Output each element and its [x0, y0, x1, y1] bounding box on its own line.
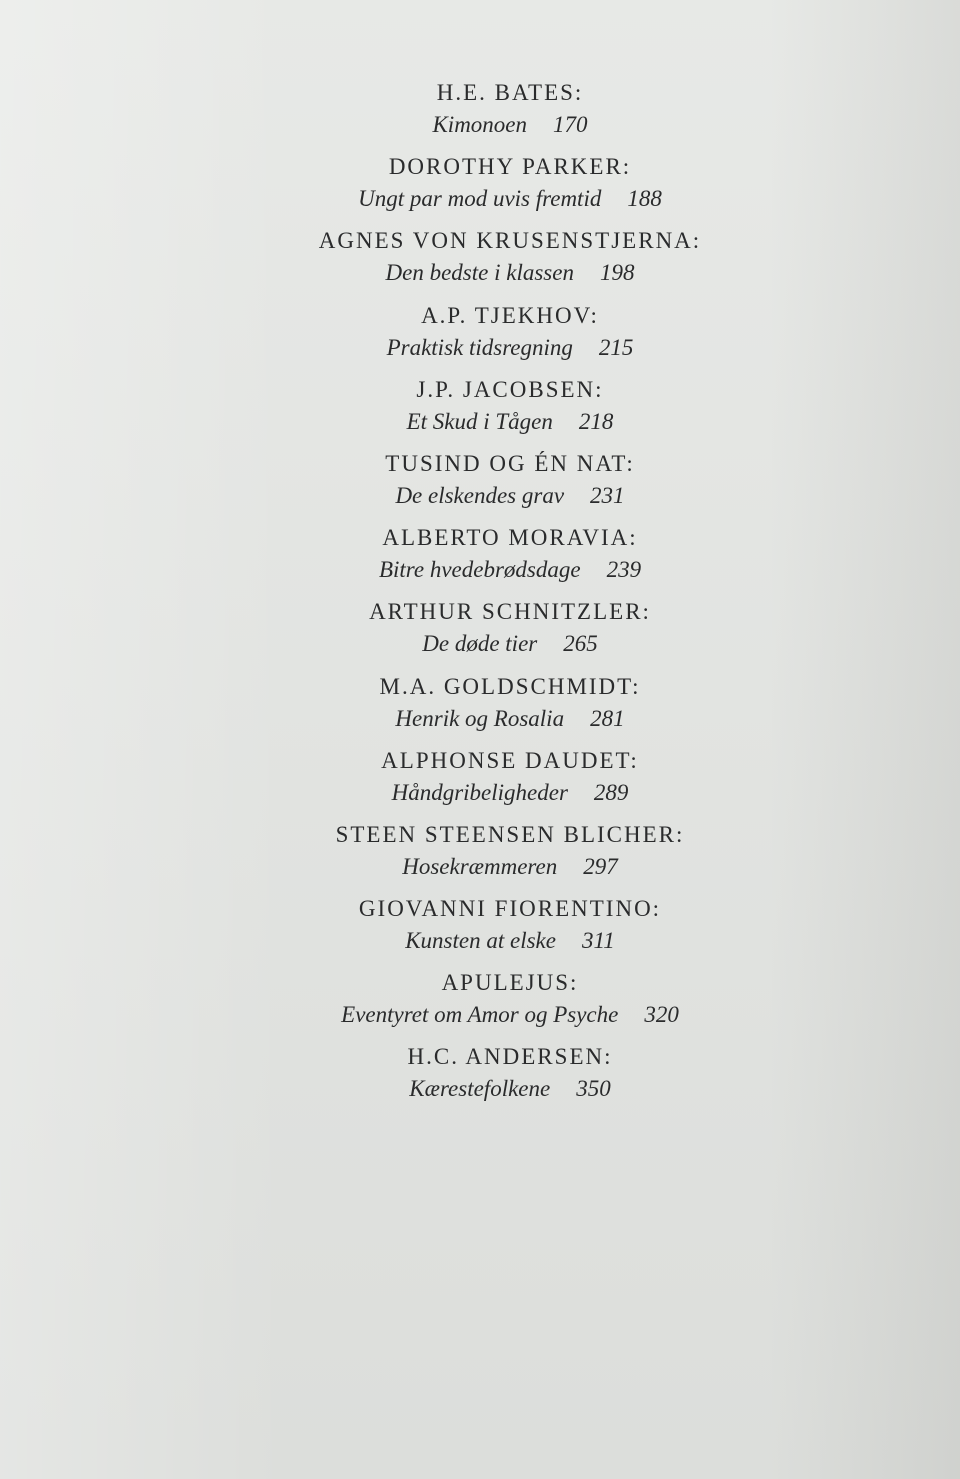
- entry-page-number: 239: [606, 557, 642, 583]
- entry-story: [280, 555, 740, 585]
- toc-entry: [280, 670, 740, 744]
- entry-title: Eventyret om Amor og Psyche: [341, 1002, 619, 1028]
- entry-page-number: 231: [590, 482, 625, 508]
- entry-author: H.E. BATES:: [436, 80, 584, 105]
- toc-entry: [280, 744, 740, 818]
- entry-story: [280, 407, 740, 437]
- toc-entry: [280, 892, 740, 966]
- entry-author: DOROTHY PARKER:: [388, 154, 632, 180]
- entry-story: [280, 481, 740, 511]
- toc-entry: [280, 1040, 740, 1114]
- entry-author: A.P. TJEKHOV:: [421, 302, 599, 328]
- entry-page-number: 350: [576, 1076, 611, 1102]
- entry-title: Kimonoen: [432, 112, 528, 137]
- entry-page-number: 320: [644, 1002, 679, 1028]
- entry-story: [280, 258, 740, 288]
- entry-author: TUSIND OG ÉN NAT:: [385, 450, 635, 476]
- entry-story: [280, 184, 740, 214]
- table-of-contents: [280, 76, 740, 1115]
- toc-entry: [280, 373, 740, 447]
- entry-title: Kunsten at elske: [405, 928, 556, 954]
- entry-author: APULEJUS:: [441, 970, 579, 996]
- entry-author: J.P. JACOBSEN:: [416, 376, 604, 402]
- entry-story: [280, 704, 740, 734]
- toc-entry: [280, 595, 740, 669]
- toc-entry: [280, 447, 740, 521]
- entry-author: AGNES VON KRUSENSTJERNA:: [318, 228, 702, 254]
- entry-author: ARTHUR SCHNITZLER:: [369, 599, 651, 625]
- entry-author: GIOVANNI FIORENTINO:: [358, 896, 662, 922]
- entry-story: [280, 778, 740, 808]
- toc-entry: [280, 818, 740, 892]
- entry-story: [280, 926, 740, 956]
- entry-story: [280, 1074, 740, 1104]
- entry-story: [280, 333, 740, 363]
- toc-entry: [280, 299, 740, 373]
- entry-page-number: 218: [578, 408, 614, 434]
- entry-page-number: 265: [563, 631, 598, 657]
- entry-story: [280, 852, 740, 882]
- entry-page-number: 170: [553, 112, 588, 137]
- entry-page-number: 311: [581, 928, 615, 954]
- entry-title: De døde tier: [422, 631, 538, 657]
- entry-title: Den bedste i klassen: [385, 260, 574, 286]
- entry-author: STEEN STEENSEN BLICHER:: [335, 821, 685, 847]
- entry-page-number: 281: [590, 705, 625, 731]
- entry-title: Håndgribeligheder: [391, 779, 568, 805]
- toc-entry: [280, 150, 740, 224]
- entry-page-number: 215: [598, 334, 634, 360]
- entry-title: Hosekræmmeren: [402, 853, 558, 879]
- entry-title: Et Skud i Tågen: [406, 408, 553, 434]
- entry-title: Ungt par mod uvis fremtid: [358, 186, 602, 212]
- entry-story: [280, 1000, 740, 1030]
- entry-page-number: 289: [593, 779, 629, 805]
- toc-entry: [280, 76, 740, 150]
- entry-author: ALPHONSE DAUDET:: [381, 747, 639, 773]
- toc-entry: [280, 224, 740, 298]
- toc-entry: [280, 966, 740, 1040]
- entry-story: [280, 629, 740, 659]
- entry-page-number: 198: [599, 260, 635, 286]
- entry-page-number: 188: [627, 186, 662, 212]
- entry-title: Bitre hvedebrødsdage: [378, 557, 581, 583]
- entry-title: Henrik og Rosalia: [395, 705, 565, 731]
- entry-title: Praktisk tidsregning: [386, 334, 573, 360]
- entry-story: [280, 110, 740, 140]
- entry-author: H.C. ANDERSEN:: [407, 1044, 613, 1070]
- entry-author: ALBERTO MORAVIA:: [382, 525, 638, 551]
- entry-title: Kærestefolkene: [409, 1076, 551, 1102]
- entry-title: De elskendes grav: [395, 482, 565, 508]
- entry-page-number: 297: [583, 853, 618, 879]
- toc-entry: [280, 521, 740, 595]
- entry-author: M.A. GOLDSCHMIDT:: [379, 673, 641, 699]
